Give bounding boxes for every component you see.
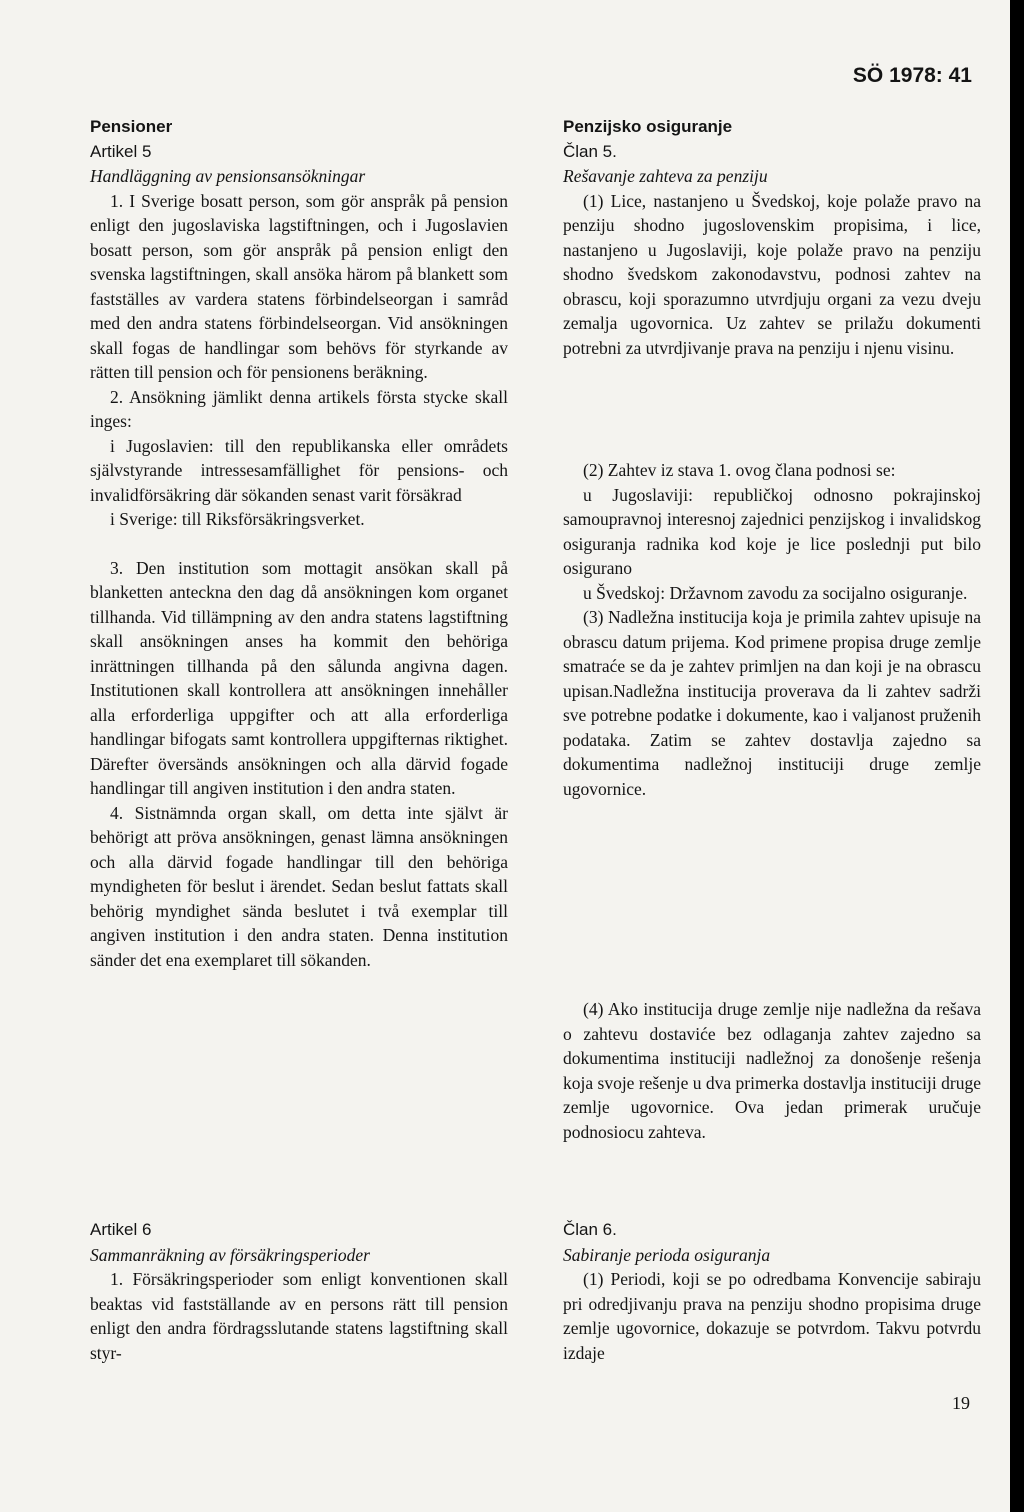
swedish-column-article-5 — [90, 115, 508, 972]
serbian-column-article-5-part-2 — [563, 458, 981, 801]
section-heading: Pensioner — [90, 117, 173, 136]
paragraph-1: (1) Periodi, koji se po odredbama Konvencije sabiraju pri odredjivanju prava na penziju shodno propisima druge zemlje ugovornice, dokazuje se potvrdom. Takvu potvrdu izdaje — [563, 1269, 981, 1363]
article-subtitle: Sabiranje perioda osiguranja — [563, 1244, 771, 1265]
article-heading: Član 5. — [563, 141, 617, 161]
paragraph-2: (2) Zahtev iz stava 1. ovog člana podnosi se: — [583, 460, 896, 480]
paragraph-1: 1. I Sverige bosatt person, som gör anspråk på pension enligt den jugoslaviska lagstiftningen, och i Jugoslavien bosatt person, som gör anspråk på pension enligt den svenska lagstiftningen, skall ansöka härom på blankett som fastställes av vardera statens förbindelseorgan i samråd med den andra statens förbindelseorgan. Vid ansökningen skall fogas de handlingar som behövs för styrkande av rätten till pension och för pensionens beräkning. — [90, 190, 508, 382]
paragraph-2a: u Jugoslaviji: republičkoj odnosno pokrajinskoj samoupravnoj interesnoj zajednici penzijskog i invalidskog osiguranja radnika kod koje je lice poslednji put bilo osigurano — [563, 484, 981, 578]
paragraph-4: 4. Sistnämnda organ skall, om detta inte självt är behörigt att pröva ansökningen, genast lämna ansökningen och alla därvid fogade handlingar till den behöriga myndigheten för beslut i ärendet. Sedan beslut fattats skall behörig myndighet sända beslutet i två exemplar till angiven institution i den andra staten. Denna institution sänder det ena exemplaret till sökanden. — [90, 802, 508, 970]
paragraph-3: (3) Nadležna institucija koja je primila zahtev upisuje na obrascu datum prijema. Kod primene propisa druge zemlje smatraće se da je zahtev primljen na dan koji je na obrascu upisan.Nadležna institucija proverava da li zahtev sadrži sve potrebne podatke i dokumente, kao i valjanost pruženih podataka. Zatim se zahtev dostavlja zajedno sa dokumentima nadležnoj instituciji druge zemlje ugovornice. — [563, 607, 981, 799]
swedish-column-article-6 — [90, 1218, 508, 1365]
paragraph-2: 2. Ansökning jämlikt denna artikels första stycke skall inges: — [90, 386, 508, 431]
document-reference: SÖ 1978: 41 — [852, 64, 972, 87]
serbian-column-article-5-part-3 — [563, 997, 981, 1144]
paragraph-3: 3. Den institution som mottagit ansökan skall på blanketten anteckna den dag då ansökningen kom organet tillhanda. Vid tillämpning av den andra statens lagstiftning skall ansökningen anses ha kommit den behöriga inrättningen tillhanda på den sålunda angivna dagen. Institutionen skall kontrollera att ansökningen innehåller alla erforderliga uppgifter och att alla erforderliga handlingar bifogats samt kontrollera uppgifternas riktighet. Därefter översänds ansökningen och alla därvid fogade handlingar till angiven institution i den andra staten. — [90, 557, 508, 798]
paragraph-4: (4) Ako institucija druge zemlje nije nadležna da rešava o zahtevu dostaviće bez odlaganja zahtev zajedno sa dokumentima instituciji nadležnoj za donošenje rešenja koja svoje rešenje u dva primerka dostavlja instituciji druge zemlje ugovornice. Ova jedan primerak uručuje podnosiocu zahteva. — [563, 999, 981, 1142]
serbian-column-article-5-part-1 — [563, 115, 981, 360]
serbian-column-article-6 — [563, 1218, 981, 1365]
page-number: 19 — [952, 1393, 970, 1413]
article-heading: Artikel 6 — [90, 1220, 152, 1239]
article-heading: Član 6. — [563, 1220, 617, 1239]
article-subtitle: Rešavanje zahteva za penziju — [563, 166, 768, 186]
paragraph-2b: u Švedskoj: Državnom zavodu za socijalno osiguranje. — [583, 582, 968, 603]
article-subtitle: Handläggning av pensionsansökningar — [90, 166, 366, 186]
paragraph-1: 1. Försäkringsperioder som enligt konventionen skall beaktas vid fastställande av en persons rätt till pension enligt den andra fördragsslutande statens lagstiftning skall styr- — [90, 1269, 508, 1363]
paragraph-2b: i Sverige: till Riksförsäkringsverket. — [110, 509, 365, 529]
article-heading: Artikel 5 — [90, 141, 152, 161]
section-heading: Penzijsko osiguranje — [563, 117, 733, 136]
article-subtitle: Sammanräkning av försäkringsperioder — [90, 1244, 370, 1265]
paragraph-2a: i Jugoslavien: till den republikanska eller områdets självstyrande intressesamfällighet för pensions- och invalidförsäkring där sökanden senast varit försäkrad — [90, 435, 508, 505]
paragraph-1: (1) Lice, nastanjeno u Švedskoj, koje polaže pravo na penziju shodno jugoslovenskim propisima, i lice, nastanjeno u Jugoslaviji, koje polaže pravo na penziju shodno švedskom zakonodavstvu, podnosi zahtev na obrascu, koji sporazumno utvrdjuju organi za vezu dveju zemalja ugovornica. Uz zahtev se prilažu dokumenti potrebni za utvrdjivanje prava na penziju i njenu visinu. — [563, 190, 981, 358]
